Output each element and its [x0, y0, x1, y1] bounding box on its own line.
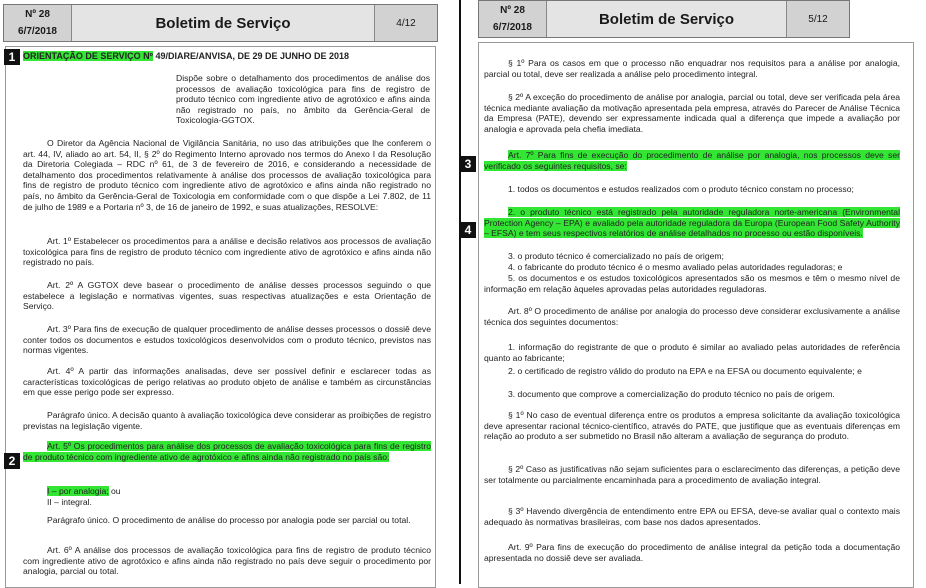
right-page-header	[478, 0, 850, 38]
annotation-badge-3: 3	[460, 156, 476, 172]
article-7	[484, 150, 900, 171]
preamble: O Diretor da Agência Nacional de Vigilância Sanitária, no uso das atribuições que lhe conferem o art. 44, IV, aliado ao art. 54, II, § 2º do Regimento Interno aprovado nos termos do Anexo I da Resolução da Diretoria Colegiada – RDC nº 61, de 3 de fevereiro de 2016, e considerando a necessidade de detalhamento dos procedimentos relativamente à análise dos processos de avaliação toxicológica para fins de registro de produto técnico com ingrediente ativo de agrotóxico e afins ainda não registrado no país, no âmbito da Gerência-Geral de Toxicologia em conformidade com o que dispõe a Lei 7.802, de 11 de julho de 1989 e a Portaria nº 3, de 16 de janeiro de 1992, e suas atualizações, RESOLVE:	[23, 138, 431, 212]
procedure-item-1	[47, 486, 121, 497]
left-page-header	[3, 4, 438, 42]
requirement-5: 5. os documentos e os estudos toxicológicos apresentados são os mesmos e têm o mesmo nível de informação em relação àqueles aprovadas pelas autoridades reguladoras.	[484, 273, 900, 294]
document-2: 2. o certificado de registro válido do produto na EPA e na EFSA ou documento equivalente; e	[508, 366, 862, 376]
article-1: Art. 1º Estabelecer os procedimentos para a análise e decisão relativos aos processos de avaliação toxicológica para fins de registro de produto técnico com ingrediente ativo de agrotóxico e afins ainda não registrado no país.	[23, 236, 431, 268]
article-4: Art. 4º A partir das informações analisadas, deve ser possível definir e esclarecer todas as características toxicológicas de perigo relativas ao produto objeto de análise e também as circunstâncias em que esse perigo pode ser expresso.	[23, 366, 431, 398]
article-8-paragraph-1: § 1º No caso de eventual diferença entre os produtos a empresa solicitante da avaliação toxicológica deve apresentar racional técnico-científico, através do PATE, que justifique que as eventuais diferenças em relação ao produto a ser submetido no Brasil não alteram a avaliação de segurança do produto.	[484, 410, 900, 442]
page-divider	[459, 0, 461, 584]
left-page	[0, 0, 452, 584]
issue-number-cell	[4, 5, 72, 41]
ordinance-heading-rest: 49/DIARE/ANVISA, DE 29 DE JUNHO DE 2018	[152, 51, 350, 61]
annotation-badge-4: 4	[460, 222, 476, 238]
procedure-item-1-rest: ou	[108, 486, 121, 496]
annotation-badge-1: 1	[4, 49, 20, 65]
document-3: 3. documento que comprove a comercialização do produto técnico no país de origem.	[508, 389, 835, 399]
article-5	[23, 441, 431, 462]
article-8-paragraph-2: § 2º Caso as justificativas não sejam suficientes para o esclarecimento das diferenças, a petição deve ser totalmente ou parcialmente encaminhada para a procedimento de avaliação integral.	[484, 464, 900, 485]
article-8: Art. 8º O procedimento de análise por analogia do processo deve considerar exclusivamente a análise técnica dos seguintes documentos:	[484, 306, 900, 327]
page-number: 5/12	[787, 1, 849, 37]
ordinance-heading-highlight: ORIENTAÇÃO DE SERVIÇO Nº	[23, 51, 153, 61]
page-number: 4/12	[375, 5, 437, 41]
article-9: Art. 9º Para fins de execução do procedimento de análise integral da petição toda a documentação apresentada no dossiê deve ser avaliada.	[484, 542, 900, 563]
requirement-3: 3. o produto técnico é comercializado no país de origem;	[508, 251, 724, 261]
article-6-paragraph-1: § 1º Para os casos em que o processo não enquadrar nos requisitos para a análise por analogia, parcial ou total, deve ser realizada a análise pelo procedimento integral.	[484, 58, 900, 79]
article-5-highlight: Art. 5º Os procedimentos para análise dos processos de avaliação toxicológica para fins de registro de produto técnico com ingrediente ativo de agrotóxico e afins ainda não registrado no país são:	[23, 441, 431, 462]
article-4-paragraph: Parágrafo único. A decisão quanto à avaliação toxicológica deve considerar as proibições de registro previstas na legislação vigente.	[23, 410, 431, 431]
requirement-2	[484, 207, 900, 239]
article-6-paragraph-2: § 2º A exceção do procedimento de análise por analogia, parcial ou total, deve ser verificada pela área técnica mediante avaliação da motivação apresentada pela empresa, através do Parecer de Análise Técnica da Empresa (PATE), devendo ser expressamente indicada qual a diferença que impede a avaliação por analogia e aprovada pela chefia imediata.	[484, 92, 900, 134]
issue-date: 6/7/2018	[493, 22, 532, 33]
article-5-paragraph: Parágrafo único. O procedimento de análise do processo por analogia pode ser parcial ou total.	[47, 515, 411, 525]
requirement-1: 1. todos os documentos e estudos realizados com o produto técnico constam no processo;	[508, 184, 854, 194]
annotation-badge-2: 2	[4, 453, 20, 469]
issue-number-cell	[479, 1, 547, 37]
issue-number: Nº 28	[25, 9, 50, 20]
procedure-item-2: II – integral.	[47, 497, 92, 507]
procedure-item-1-highlight: I – por analogia;	[47, 486, 109, 496]
document-1: 1. informação do registrante de que o produto é similar ao avaliado pelas autoridades de referência quanto ao fabricante;	[484, 342, 900, 363]
issue-date: 6/7/2018	[18, 26, 57, 37]
ementa: Dispõe sobre o detalhamento dos procedimentos de análise dos processos de avaliação toxicológica para fins de registro de produto técnico com ingrediente ativo de agrotóxico e afins ainda não registrado no país, no âmbito da Gerência-Geral de Toxicologia-GGTOX.	[176, 73, 430, 126]
article-3: Art. 3º Para fins de execução de qualquer procedimento de análise desses processos o dossiê deve conter todos os documentos e estudos toxicológicos desenvolvidos com o produto técnico, previstos nas normas vigentes.	[23, 324, 431, 356]
article-8-paragraph-3: § 3º Havendo divergência de entendimento entre EPA ou EFSA, deve-se avaliar qual o contexto mais adequado às normativas brasileiras, com base nos dados apresentados.	[484, 506, 900, 527]
ordinance-heading	[23, 51, 443, 62]
requirement-2-highlight: 2. o produto técnico está registrado pela autoridade reguladora norte-americana (Environmental Protection Agency – EPA) e avaliado pela autoridade reguladora da Europa (European Food Safety Authority – EFSA) e tem seus respectivos relatórios de análise detalhados no processo ou estão disponíveis.	[484, 207, 900, 239]
requirement-4: 4. o fabricante do produto técnico é o mesmo avaliado pelas autoridades reguladoras; e	[508, 262, 843, 272]
bulletin-title: Boletim de Serviço	[72, 5, 375, 41]
article-6: Art. 6º A análise dos processos de avaliação toxicológica para fins de registro de produto técnico com ingrediente ativo de agrotóxico e afins ainda não registrado no país deve seguir o procedimento por analogia, parcial ou total.	[23, 545, 431, 577]
article-2: Art. 2º A GGTOX deve basear o procedimento de análise desses processos seguindo o que estabelece a legislação e normativas vigentes, suas respectivas atualizações e esta Orientação de Serviço.	[23, 280, 431, 312]
article-7-highlight: Art. 7º Para fins de execução do procedimento de análise por analogia, nos processos deve ser verificado os seguintes requisitos, se:	[484, 150, 900, 171]
right-page	[464, 0, 926, 584]
bulletin-title: Boletim de Serviço	[547, 1, 787, 37]
issue-number: Nº 28	[500, 5, 525, 16]
